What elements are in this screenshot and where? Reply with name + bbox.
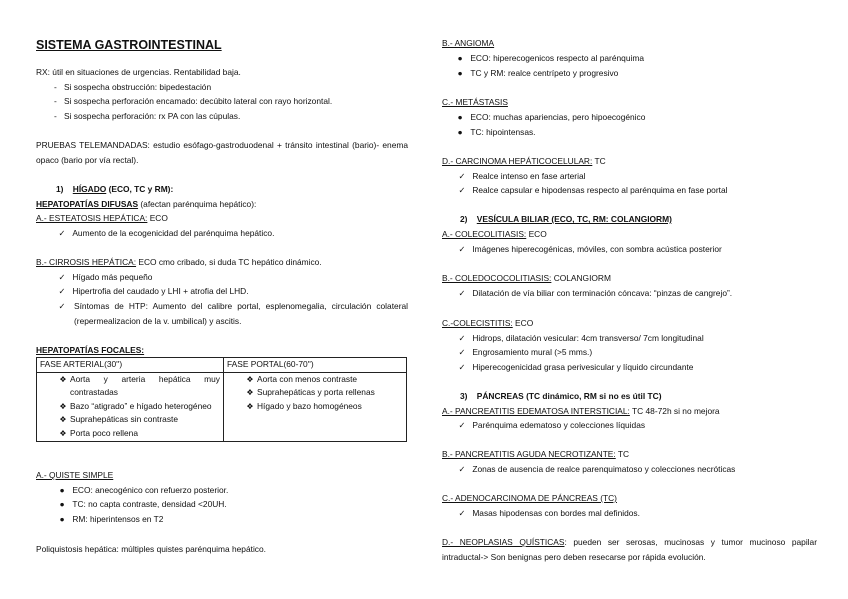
diamond-bullet-icon: ❖ [59, 374, 67, 384]
esteatosis-item: ✓ Aumento de la ecogenicidad del parénquima hepático. [54, 226, 274, 241]
check-icon: ✓ [58, 286, 66, 296]
cirrosis-item: ✓ Hipertrofia del caudado y LHI + atrofia del LHD. [54, 284, 249, 299]
hepatopatias-difusas-heading: HEPATOPATÍAS DIFUSAS (afectan parénquima hepático): [36, 199, 257, 209]
higado-heading: 1) HÍGADO (ECO, TC y RM): [56, 184, 174, 194]
bullet-icon: ● [59, 514, 65, 524]
chc-item: ✓ Realce capsular e hipodensas respecto al parénquima en fase portal [454, 183, 727, 198]
angioma-item: ● TC y RM: realce centrípeto y progresivo [452, 66, 618, 81]
bullet-icon: ● [59, 499, 65, 509]
check-icon: ✓ [458, 420, 466, 430]
diamond-bullet-icon: ❖ [59, 428, 67, 438]
fases-table [36, 357, 407, 442]
diamond-bullet-icon: ❖ [246, 388, 254, 398]
check-icon: ✓ [58, 228, 66, 238]
metastasis-item: ● TC: hipointensas. [452, 125, 536, 140]
check-icon: ✓ [458, 362, 466, 372]
check-icon: ✓ [458, 244, 466, 254]
colecistitis-heading: C.-COLECISTITIS: ECO [442, 318, 534, 328]
pancreatitis-necrotizante-heading: B.- PANCREATITIS AGUDA NECROTIZANTE: TC [442, 449, 630, 459]
metastasis-heading: C.- METÁSTASIS [442, 97, 508, 107]
colecolitiasis-heading: A.- COLECOLITIASIS: ECO [442, 229, 547, 239]
coledococolitiasis-item: ✓ Dilatación de vía biliar con terminación cóncava: “pinzas de cangrejo”. [454, 286, 732, 301]
adenocarcinoma-heading: C.- ADENOCARCINOMA DE PÁNCREAS (TC) [442, 493, 617, 503]
angioma-heading: B.- ANGIOMA [442, 38, 495, 48]
bullet-icon: ● [457, 127, 463, 137]
bullet-icon: ● [457, 53, 463, 63]
page-title: SISTEMA GASTROINTESTINAL [36, 38, 222, 52]
pancreatitis-necrotizante-item: ✓ Zonas de ausencia de realce parenquimatoso y colecciones necróticas [454, 462, 735, 477]
bullet-icon: ● [457, 112, 463, 122]
check-icon: ✓ [458, 185, 466, 195]
pancreatitis-edematosa-heading: A.- PANCREATITIS EDEMATOSA INTERSTICIAL: TC 48-72h si no mejora [442, 406, 720, 416]
pancreatitis-edematosa-item: ✓ Parénquima edematoso y colecciones líquidas [454, 418, 645, 433]
table-row [37, 372, 407, 441]
metastasis-item: ● ECO: muchas apariencias, pero hipoecogénico [452, 110, 645, 125]
check-icon: ✓ [58, 272, 66, 282]
check-icon: ✓ [458, 171, 466, 181]
colecistitis-item: ✓ Hiperecogenicidad grasa perivesicular y líquido circundante [454, 360, 693, 375]
check-icon: ✓ [458, 508, 466, 518]
hepatopatias-focales-heading: HEPATOPATÍAS FOCALES: [36, 345, 145, 355]
angioma-item: ● ECO: hiperecogenicos respecto al parénquima [452, 51, 644, 66]
table-header-portal: FASE PORTAL(60-70'') [224, 358, 407, 373]
bullet-icon: ● [59, 485, 65, 495]
colecolitiasis-item: ✓ Imágenes hiperecogénicas, móviles, con sombra acústica posterior [454, 242, 722, 257]
check-icon: ✓ [58, 301, 66, 311]
table-cell-portal: ❖ Aorta con menos contraste ❖ Suprahepáticas y porta rellenas ❖ Hígado y bazo homogéneos [224, 372, 407, 441]
cirrosis-item: ✓ Síntomas de HTP: Aumento del calibre portal, esplenomegalia, circulación colateral (repermealizacion de la v. umbilical) y ascitis. [54, 299, 408, 328]
cirrosis-heading: B.- CIRROSIS HEPÁTICA: ECO cmo cribado, si duda TC hepático dinámico. [36, 257, 322, 267]
table-header-arterial: FASE ARTERIAL(30'') [37, 358, 224, 373]
table-cell-arterial: ❖ Aorta y arteria hepática muy contrastadas ❖ Bazo “atigrado” e hígado heterogéneo ❖ Suprahepáticas sin contraste ❖ Porta poco rellena [37, 372, 224, 441]
rx-item: - Si sospecha perforación: rx PA con las cúpulas. [54, 111, 241, 121]
check-icon: ✓ [458, 333, 466, 343]
chc-item: ✓ Realce intenso en fase arterial [454, 169, 585, 184]
neoplasias-paragraph: D.- NEOPLASIAS QUÍSTICAS: pueden ser serosas, mucinosas y tumor mucinoso papilar intraductal-> Son benignas pero deben resecarse por rápida evolución. [442, 537, 817, 562]
esteatosis-heading: A.- ESTEATOSIS HEPÁTICA: ECO [36, 213, 168, 223]
diamond-bullet-icon: ❖ [59, 415, 67, 425]
cirrosis-item: ✓ Hígado más pequeño [54, 270, 152, 285]
pancreas-heading: 3) PÁNCREAS (TC dinámico, RM si no es útil TC) [460, 391, 662, 401]
check-icon: ✓ [458, 464, 466, 474]
coledococolitiasis-heading: B.- COLEDOCOCOLITIASIS: COLANGIORM [442, 273, 611, 283]
diamond-bullet-icon: ❖ [246, 374, 254, 384]
rx-item: - Si sospecha obstrucción: bipedestación [54, 82, 212, 92]
pruebas-paragraph: PRUEBAS TELEMANDADAS: estudio esófago-gastroduodenal + tránsito intestinal (bario)- enema opaco (bario por vía rectal). [36, 140, 408, 165]
diamond-bullet-icon: ❖ [59, 401, 67, 411]
check-icon: ✓ [458, 288, 466, 298]
bullet-icon: ● [457, 68, 463, 78]
quiste-item: ● RM: hiperintensos en T2 [54, 512, 163, 527]
diamond-bullet-icon: ❖ [246, 401, 254, 411]
chc-heading: D.- CARCINOMA HEPÁTICOCELULAR: TC [442, 156, 606, 166]
rx-paragraph: RX: útil en situaciones de urgencias. Rentabilidad baja. [36, 67, 241, 77]
colecistitis-item: ✓ Engrosamiento mural (>5 mms.) [454, 345, 592, 360]
quiste-item: ● TC: no capta contraste, densidad <20UH. [54, 497, 227, 512]
check-icon: ✓ [458, 347, 466, 357]
quiste-heading: A.- QUISTE SIMPLE [36, 470, 114, 480]
vesicula-heading: 2) VESÍCULA BILIAR (ECO, TC, RM: COLANGIORM) [460, 214, 672, 224]
table-header-row [37, 358, 407, 373]
adenocarcinoma-item: ✓ Masas hipodensas con bordes mal definidos. [454, 506, 640, 521]
quiste-item: ● ECO: anecogénico con refuerzo posterior. [54, 483, 228, 498]
rx-item: - Si sospecha perforación encamado: decúbito lateral con rayo horizontal. [54, 96, 333, 106]
poliquistosis-paragraph: Poliquistosis hepática: múltiples quistes parénquima hepático. [36, 544, 266, 554]
colecistitis-item: ✓ Hidrops, dilatación vesicular: 4cm transverso/ 7cm longitudinal [454, 331, 704, 346]
